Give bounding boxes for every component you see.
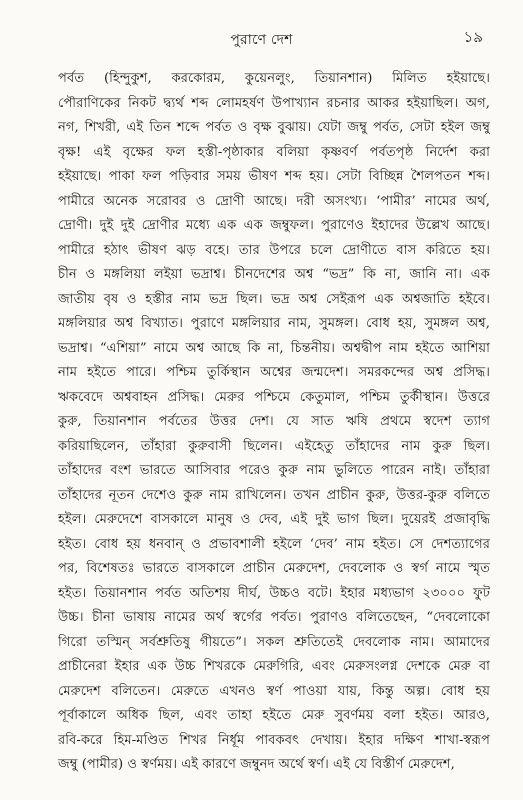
text-line: পামীরে হঠাৎ ভীষণ ঝড় বহে। তার উপরে চলে দ্রোণীতে বাস করিতে হয়। — [58, 242, 490, 258]
text-line: তাঁহাদের বংশ ভারতে আসিবার পরেও কুরু নাম ভুলিতে পারেন নাই। তাঁহারা — [58, 463, 490, 478]
text-line: নগ, শিখরী, এই তিন শব্দে পর্বত ও বৃক্ষ বুঝায়। যেটা জম্বু পর্বত, সেটা হইল জম্বু — [58, 120, 490, 135]
text-line: ভদ্রাশ্ব। “এশিয়া” নামে অশ্ব আছে কি না, চিন্তনীয়। অশ্বদ্বীপ নাম হইতে আশিয়া — [58, 340, 490, 356]
text-line: পামীরে অনেক সরোবর ও দ্রোণী আছে। দরী অসংখ্য। ‘পামীর’ নামের অর্থ, — [58, 193, 490, 209]
text-line: হইত। বোধ হয় ধনবান্ ও প্রভাবশালী হইলে ‘দেব’ নাম হইত। সে দেশত্যাগের — [58, 536, 490, 552]
text-line: তাঁহাদের নূতন দেশেও কুরু নাম রাখিলেন। তখন প্রাচীন কুরু, উত্তর-কুরু বলিতে — [58, 487, 490, 503]
text-line: প্রাচীনেরা ইহার এক উচ্চ শিখরকে মেরুগিরি, এবং মেরুসংলগ্ন দেশকে মেরু বা — [58, 659, 490, 674]
text-line: পর, বিশেষতঃ ভারতে বাসকালে প্রাচীন মেরুদেশ, দেবলোক ও স্বর্গ নামে স্মৃত — [58, 561, 490, 576]
body-text — [58, 67, 490, 778]
text-line: হইত। তিয়ানশান পর্বত অতিশয় দীর্ঘ, উচ্চও বটে। ইহার মধ্যভাগ ২৩০০০ ফুট — [58, 585, 490, 601]
text-line: হইল। মেরুদেশে বাসকালে মানুষ ও দেব, এই দুই ভাগ ছিল। দুয়েরই প্রজাবৃদ্ধি — [58, 512, 490, 527]
text-line: নাম হইতে পারে। পশ্চিম তুর্কিস্থান অশ্বের জন্মদেশ। সমরকন্দের অশ্ব প্রসিদ্ধ। — [58, 365, 490, 380]
text-line: কুরু, তিয়ানশান পর্বতের উত্তর দেশ। যে সাত ঋষি প্রথমে স্বদেশ ত্যাগ — [58, 414, 490, 429]
text-line: ঋকবেদে অশ্ববাহন প্রসিদ্ধ। মেরুর পশ্চিমে কেতুমাল, পশ্চিম তুর্কীস্থান। উত্তরে — [58, 389, 490, 405]
text-line: জম্বু (পামীর) ও স্বর্ণময়। এই কারণে জম্বুনদ অর্থে স্বর্ণ। এই যে বিস্তীর্ণ মেরুদেশ, — [58, 757, 455, 772]
running-title: পুরাণে দেশ — [230, 32, 293, 48]
text-line: পর্বত (হিন্দুকুশ, করকোরম, কুয়েনলুং, তিয়ানশান) মিলিত হইয়াছে। — [58, 71, 490, 86]
text-line: জাতীয় বৃষ ও হস্তীর নাম ভদ্র ছিল। ভদ্র অশ্ব সেইরূপ এক অশ্বজাতি হইবে। — [58, 291, 490, 307]
text-line: মেরুদেশ বলিতেন। মেরুতে এখনও স্বর্ণ পাওয়া যায়, কিন্তু অল্প। বোধ হয় — [58, 683, 490, 699]
text-line: হইয়াছে। পাকা ফল পড়িবার সময় ভীষণ শব্দ হয়। সেটা বিচ্ছিন্ন শৈলপতন শব্দ। — [58, 169, 490, 184]
text-line: দ্রোণী। দুই দুই দ্রোণীর মধ্যে এক এক জম্বুফল। পুরাণেও ইহাদের উল্লেখ আছে। — [58, 218, 490, 233]
text-line: মঙ্গলিয়ার অশ্ব বিখ্যাত। পুরাণে মঙ্গলিয়ার নাম, সুমঙ্গল। বোধ হয়, সুমঙ্গল অশ্ব, — [58, 316, 490, 331]
text-line: উচ্চ। চীনা ভাষায় নামের অর্থ স্বর্গের পর্বত। পুরাণও বলিতেছেন, “দেবলোকো — [58, 610, 490, 625]
text-line: করিয়াছিলেন, তাঁহারা কুরুবাসী ছিলেন। এইহেতু তাঁহাদের নাম কুরু ছিল। — [58, 438, 490, 454]
text-line: চীন ও মঙ্গলিয়া লইয়া ভদ্রাশ্ব। চীনদেশের অশ্ব “ভদ্র” কি না, জানি না। এক — [58, 267, 490, 282]
page-number: ১৯ — [463, 28, 483, 46]
text-line: পূর্বাকালে অধিক ছিল, এবং তাহা হইতে মেরু সুবর্ণময় বলা হইত। আরও, — [58, 708, 490, 723]
text-line: রবি-করে হিম-মণ্ডিত শিখর নির্ধূম পাবকবৎ দেখায়। ইহার দক্ষিণ শাখা-স্বরূপ — [58, 732, 490, 748]
text-line: বৃক্ষ! এই বৃক্ষের ফল হস্তী-পৃষ্ঠাকার বলিয়া কৃষ্ণবর্ণ পর্বতপৃষ্ঠ নির্দেশ করা — [58, 144, 490, 160]
text-line: পৌরাণিকের নিকট দ্ব্যর্থ শব্দ লোমহর্ষণ উপাখ্যান রচনার আকর হইয়াছিল। অগ, — [58, 95, 490, 111]
text-line: গিরো তস্মিন্ সর্বশ্রুতিষু গীয়তে”। সকল শ্রুতিতেই দেবলোক নাম। আমাদের — [58, 634, 490, 650]
